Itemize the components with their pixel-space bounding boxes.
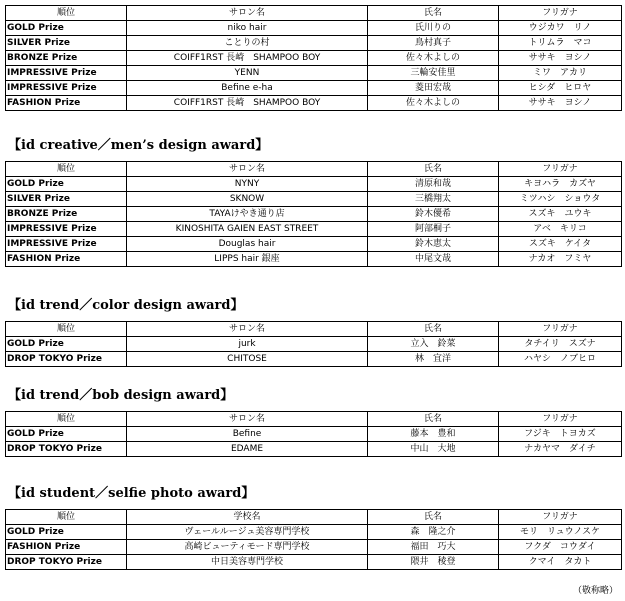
name-cell: 菱田宏哉 (368, 81, 499, 96)
header-salon: サロン名 (127, 322, 368, 337)
prize-cell: DROP TOKYO Prize (6, 442, 127, 457)
table-row (6, 555, 622, 570)
table-row (6, 207, 622, 222)
table-header-row (6, 510, 622, 525)
salon-cell: Douglas hair (127, 237, 368, 252)
kana-cell: トリムラ マコ (499, 36, 622, 51)
prize-cell: FASHION Prize (6, 540, 127, 555)
prize-cell: DROP TOKYO Prize (6, 352, 127, 367)
award-table-4 (5, 509, 622, 570)
table-row (6, 337, 622, 352)
salon-cell: COIFF1RST 長崎 SHAMPOO BOY (127, 51, 368, 66)
table-header-row (6, 162, 622, 177)
header-kana: フリガナ (499, 162, 622, 177)
header-name: 氏名 (368, 322, 499, 337)
footnote-honorifics-omitted: （敬称略） (573, 586, 619, 596)
award-table-3 (5, 411, 622, 457)
table-row (6, 222, 622, 237)
salon-cell: YENN (127, 66, 368, 81)
kana-cell: クマイ タカト (499, 555, 622, 570)
kana-cell: フクダ コウダイ (499, 540, 622, 555)
name-cell: 鳥村真子 (368, 36, 499, 51)
section-title: 【id student／selfie photo award】 (8, 486, 255, 501)
name-cell: 福田 巧大 (368, 540, 499, 555)
kana-cell: ハヤシ ノブヒロ (499, 352, 622, 367)
header-name: 氏名 (368, 162, 499, 177)
table-header-row (6, 6, 622, 21)
salon-cell: COIFF1RST 長崎 SHAMPOO BOY (127, 96, 368, 111)
section-title: 【id trend／color design award】 (8, 298, 244, 313)
header-kana: フリガナ (499, 6, 622, 21)
salon-cell: Befine e-ha (127, 81, 368, 96)
name-cell: 佐々木よしの (368, 51, 499, 66)
salon-cell: NYNY (127, 177, 368, 192)
prize-cell: SILVER Prize (6, 192, 127, 207)
prize-cell: GOLD Prize (6, 427, 127, 442)
name-cell: 森 隆之介 (368, 525, 499, 540)
prize-cell: BRONZE Prize (6, 207, 127, 222)
header-kana: フリガナ (499, 510, 622, 525)
salon-cell: TAYAけやき通り店 (127, 207, 368, 222)
header-rank: 順位 (6, 510, 127, 525)
table-row (6, 427, 622, 442)
kana-cell: スズキ ケイタ (499, 237, 622, 252)
kana-cell: キヨハラ カズヤ (499, 177, 622, 192)
table-row (6, 81, 622, 96)
prize-cell: IMPRESSIVE Prize (6, 81, 127, 96)
salon-cell: LIPPS hair 銀座 (127, 252, 368, 267)
header-name: 氏名 (368, 412, 499, 427)
table-row (6, 352, 622, 367)
salon-cell: KINOSHITA GAIEN EAST STREET (127, 222, 368, 237)
prize-cell: GOLD Prize (6, 177, 127, 192)
kana-cell: ミワ アカリ (499, 66, 622, 81)
prize-cell: GOLD Prize (6, 525, 127, 540)
name-cell: 隈井 稜登 (368, 555, 499, 570)
table-row (6, 96, 622, 111)
prize-cell: FASHION Prize (6, 252, 127, 267)
table-row (6, 192, 622, 207)
kana-cell: フジキ トヨカズ (499, 427, 622, 442)
name-cell: 中尾文哉 (368, 252, 499, 267)
header-salon: サロン名 (127, 162, 368, 177)
kana-cell: モリ リュウノスケ (499, 525, 622, 540)
header-kana: フリガナ (499, 412, 622, 427)
salon-cell: SKNOW (127, 192, 368, 207)
header-salon: サロン名 (127, 6, 368, 21)
table-row (6, 237, 622, 252)
table-row (6, 442, 622, 457)
kana-cell: ヒシダ ヒロヤ (499, 81, 622, 96)
header-rank: 順位 (6, 6, 127, 21)
name-cell: 三輪安佳里 (368, 66, 499, 81)
table-row (6, 177, 622, 192)
name-cell: 立入 鈴菜 (368, 337, 499, 352)
table-row (6, 540, 622, 555)
prize-cell: DROP TOKYO Prize (6, 555, 127, 570)
name-cell: 清原和哉 (368, 177, 499, 192)
prize-cell: GOLD Prize (6, 337, 127, 352)
kana-cell: スズキ ユウキ (499, 207, 622, 222)
school-cell: ヴェールルージュ美容専門学校 (127, 525, 368, 540)
kana-cell: ウジカワ リノ (499, 21, 622, 36)
name-cell: 三橋翔太 (368, 192, 499, 207)
table-row (6, 66, 622, 81)
name-cell: 氏川りの (368, 21, 499, 36)
header-school: 学校名 (127, 510, 368, 525)
kana-cell: ミツハシ ショウタ (499, 192, 622, 207)
prize-cell: BRONZE Prize (6, 51, 127, 66)
kana-cell: ササキ ヨシノ (499, 96, 622, 111)
school-cell: 高崎ビューティモード専門学校 (127, 540, 368, 555)
name-cell: 鈴木恵太 (368, 237, 499, 252)
name-cell: 藤本 豊和 (368, 427, 499, 442)
salon-cell: EDAME (127, 442, 368, 457)
header-name: 氏名 (368, 6, 499, 21)
name-cell: 阿部桐子 (368, 222, 499, 237)
award-table-0 (5, 5, 622, 111)
table-row (6, 525, 622, 540)
prize-cell: IMPRESSIVE Prize (6, 66, 127, 81)
award-table-1 (5, 161, 622, 267)
salon-cell: jurk (127, 337, 368, 352)
prize-cell: SILVER Prize (6, 36, 127, 51)
salon-cell: Befine (127, 427, 368, 442)
section-title: 【id creative／men’s design award】 (8, 138, 269, 153)
section-title: 【id trend／bob design award】 (8, 388, 234, 403)
award-table-2 (5, 321, 622, 367)
table-row (6, 252, 622, 267)
table-row (6, 36, 622, 51)
salon-cell: ことりの村 (127, 36, 368, 51)
header-rank: 順位 (6, 322, 127, 337)
name-cell: 鈴木優希 (368, 207, 499, 222)
salon-cell: niko hair (127, 21, 368, 36)
name-cell: 中山 大地 (368, 442, 499, 457)
prize-cell: IMPRESSIVE Prize (6, 222, 127, 237)
table-row (6, 21, 622, 36)
prize-cell: FASHION Prize (6, 96, 127, 111)
header-kana: フリガナ (499, 322, 622, 337)
kana-cell: ササキ ヨシノ (499, 51, 622, 66)
school-cell: 中日美容専門学校 (127, 555, 368, 570)
kana-cell: ナカオ フミヤ (499, 252, 622, 267)
header-rank: 順位 (6, 412, 127, 427)
table-header-row (6, 412, 622, 427)
prize-cell: GOLD Prize (6, 21, 127, 36)
header-name: 氏名 (368, 510, 499, 525)
table-row (6, 51, 622, 66)
header-salon: サロン名 (127, 412, 368, 427)
name-cell: 佐々木よしの (368, 96, 499, 111)
salon-cell: CHITOSE (127, 352, 368, 367)
table-header-row (6, 322, 622, 337)
header-rank: 順位 (6, 162, 127, 177)
kana-cell: アベ キリコ (499, 222, 622, 237)
kana-cell: タチイリ スズナ (499, 337, 622, 352)
kana-cell: ナカヤマ ダイチ (499, 442, 622, 457)
prize-cell: IMPRESSIVE Prize (6, 237, 127, 252)
name-cell: 林 宜洋 (368, 352, 499, 367)
